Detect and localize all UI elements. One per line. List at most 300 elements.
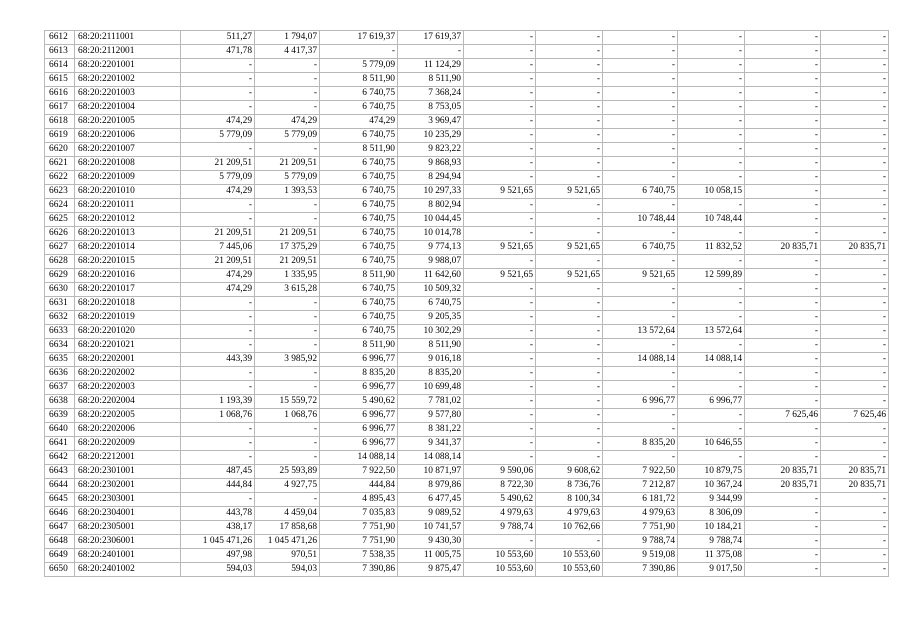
value-3-cell: 8 835,20 xyxy=(320,367,398,381)
value-1-cell: 5 779,09 xyxy=(181,129,255,143)
value-6-cell: - xyxy=(536,73,603,87)
value-2-cell: - xyxy=(255,493,320,507)
value-2-cell: 21 209,51 xyxy=(255,255,320,269)
cadastral-code-cell: 68:20:2202004 xyxy=(75,395,181,409)
value-3-cell: 8 511,90 xyxy=(320,339,398,353)
value-8-cell: - xyxy=(678,297,745,311)
value-7-cell: 7 922,50 xyxy=(603,465,678,479)
value-8-cell: - xyxy=(678,311,745,325)
value-5-cell: - xyxy=(464,283,536,297)
value-1-cell: - xyxy=(181,59,255,73)
value-10-cell: - xyxy=(821,493,889,507)
value-6-cell: - xyxy=(536,297,603,311)
table-row xyxy=(45,115,889,129)
table-row xyxy=(45,325,889,339)
cadastral-code-cell: 68:20:2201001 xyxy=(75,59,181,73)
cadastral-code-cell: 68:20:2201003 xyxy=(75,87,181,101)
value-7-cell: 6 996,77 xyxy=(603,395,678,409)
value-6-cell: - xyxy=(536,325,603,339)
value-9-cell: - xyxy=(745,73,821,87)
value-2-cell: 21 209,51 xyxy=(255,157,320,171)
value-10-cell: - xyxy=(821,31,889,45)
value-7-cell: - xyxy=(603,101,678,115)
value-1-cell: - xyxy=(181,451,255,465)
value-2-cell: - xyxy=(255,59,320,73)
table-row xyxy=(45,521,889,535)
value-1-cell: 474,29 xyxy=(181,115,255,129)
value-8-cell: - xyxy=(678,199,745,213)
value-7-cell: 7 212,87 xyxy=(603,479,678,493)
cadastral-code-cell: 68:20:2201020 xyxy=(75,325,181,339)
value-5-cell: - xyxy=(464,59,536,73)
value-3-cell: 5 779,09 xyxy=(320,59,398,73)
value-4-cell: 14 088,14 xyxy=(398,451,464,465)
cadastral-code-cell: 68:20:2202001 xyxy=(75,353,181,367)
value-1-cell: - xyxy=(181,199,255,213)
value-5-cell: - xyxy=(464,339,536,353)
row-index-cell: 6623 xyxy=(45,185,75,199)
value-1-cell: 471,78 xyxy=(181,45,255,59)
cost-table xyxy=(44,30,889,577)
value-4-cell: 10 044,45 xyxy=(398,213,464,227)
table-row xyxy=(45,101,889,115)
value-1-cell: 438,17 xyxy=(181,521,255,535)
row-index-cell: 6616 xyxy=(45,87,75,101)
value-5-cell: 9 521,65 xyxy=(464,269,536,283)
value-7-cell: 13 572,64 xyxy=(603,325,678,339)
value-8-cell: - xyxy=(678,171,745,185)
value-8-cell: - xyxy=(678,129,745,143)
row-index-cell: 6613 xyxy=(45,45,75,59)
value-1-cell: 21 209,51 xyxy=(181,255,255,269)
value-6-cell: - xyxy=(536,339,603,353)
row-index-cell: 6629 xyxy=(45,269,75,283)
value-4-cell: 9 205,35 xyxy=(398,311,464,325)
value-8-cell: 8 306,09 xyxy=(678,507,745,521)
row-index-cell: 6625 xyxy=(45,213,75,227)
value-9-cell: - xyxy=(745,227,821,241)
value-8-cell: 14 088,14 xyxy=(678,353,745,367)
value-7-cell: - xyxy=(603,339,678,353)
cadastral-code-cell: 68:20:2112001 xyxy=(75,45,181,59)
table-row xyxy=(45,227,889,241)
value-8-cell: - xyxy=(678,31,745,45)
value-9-cell: - xyxy=(745,381,821,395)
value-4-cell: 8 979,86 xyxy=(398,479,464,493)
value-3-cell: 6 996,77 xyxy=(320,353,398,367)
value-4-cell: 10 741,57 xyxy=(398,521,464,535)
value-1-cell: 443,39 xyxy=(181,353,255,367)
value-2-cell: - xyxy=(255,199,320,213)
cadastral-code-cell: 68:20:2202009 xyxy=(75,437,181,451)
value-9-cell: - xyxy=(745,87,821,101)
table-row xyxy=(45,143,889,157)
value-5-cell: 4 979,63 xyxy=(464,507,536,521)
value-6-cell: - xyxy=(536,101,603,115)
value-2-cell: 3 615,28 xyxy=(255,283,320,297)
value-9-cell: - xyxy=(745,549,821,563)
value-7-cell: 9 519,08 xyxy=(603,549,678,563)
row-index-cell: 6620 xyxy=(45,143,75,157)
table-row xyxy=(45,45,889,59)
value-4-cell: 3 969,47 xyxy=(398,115,464,129)
row-index-cell: 6622 xyxy=(45,171,75,185)
row-index-cell: 6650 xyxy=(45,563,75,577)
value-10-cell: - xyxy=(821,213,889,227)
value-3-cell: 4 895,43 xyxy=(320,493,398,507)
value-10-cell: - xyxy=(821,283,889,297)
value-6-cell: - xyxy=(536,423,603,437)
value-7-cell: - xyxy=(603,143,678,157)
value-9-cell: - xyxy=(745,185,821,199)
cadastral-code-cell: 68:20:2201011 xyxy=(75,199,181,213)
cadastral-code-cell: 68:20:2201015 xyxy=(75,255,181,269)
cadastral-code-cell: 68:20:2201016 xyxy=(75,269,181,283)
value-1-cell: 5 779,09 xyxy=(181,171,255,185)
value-3-cell: 17 619,37 xyxy=(320,31,398,45)
value-2-cell: 474,29 xyxy=(255,115,320,129)
cadastral-code-cell: 68:20:2302001 xyxy=(75,479,181,493)
cadastral-code-cell: 68:20:2401002 xyxy=(75,563,181,577)
value-2-cell: - xyxy=(255,73,320,87)
value-6-cell: 9 608,62 xyxy=(536,465,603,479)
value-10-cell: 20 835,71 xyxy=(821,241,889,255)
value-9-cell: - xyxy=(745,297,821,311)
value-10-cell: - xyxy=(821,171,889,185)
value-10-cell: - xyxy=(821,59,889,73)
value-8-cell: 11 832,52 xyxy=(678,241,745,255)
value-4-cell: 9 016,18 xyxy=(398,353,464,367)
value-6-cell: 10 553,60 xyxy=(536,549,603,563)
value-6-cell: - xyxy=(536,31,603,45)
value-5-cell: - xyxy=(464,129,536,143)
cadastral-code-cell: 68:20:2201014 xyxy=(75,241,181,255)
value-10-cell: - xyxy=(821,367,889,381)
value-4-cell: 8 511,90 xyxy=(398,339,464,353)
value-3-cell: 7 751,90 xyxy=(320,535,398,549)
value-8-cell: - xyxy=(678,143,745,157)
value-5-cell: - xyxy=(464,45,536,59)
value-1-cell: - xyxy=(181,73,255,87)
value-7-cell: - xyxy=(603,87,678,101)
value-5-cell: - xyxy=(464,255,536,269)
value-8-cell: 6 996,77 xyxy=(678,395,745,409)
row-index-cell: 6617 xyxy=(45,101,75,115)
cadastral-code-cell: 68:20:2301001 xyxy=(75,465,181,479)
row-index-cell: 6614 xyxy=(45,59,75,73)
value-7-cell: - xyxy=(603,297,678,311)
value-9-cell: - xyxy=(745,367,821,381)
value-9-cell: - xyxy=(745,171,821,185)
value-2-cell: 1 393,53 xyxy=(255,185,320,199)
table-row xyxy=(45,87,889,101)
value-7-cell: - xyxy=(603,451,678,465)
value-6-cell: - xyxy=(536,199,603,213)
value-4-cell: 11 642,60 xyxy=(398,269,464,283)
value-2-cell: - xyxy=(255,325,320,339)
value-1-cell: - xyxy=(181,423,255,437)
row-index-cell: 6636 xyxy=(45,367,75,381)
value-10-cell: - xyxy=(821,451,889,465)
cadastral-code-cell: 68:20:2212001 xyxy=(75,451,181,465)
value-2-cell: - xyxy=(255,213,320,227)
value-1-cell: - xyxy=(181,87,255,101)
value-2-cell: - xyxy=(255,311,320,325)
row-index-cell: 6647 xyxy=(45,521,75,535)
value-10-cell: - xyxy=(821,199,889,213)
table-row xyxy=(45,157,889,171)
value-7-cell: 6 181,72 xyxy=(603,493,678,507)
value-10-cell: - xyxy=(821,73,889,87)
value-2-cell: 17 375,29 xyxy=(255,241,320,255)
value-7-cell: 9 521,65 xyxy=(603,269,678,283)
value-9-cell: - xyxy=(745,101,821,115)
value-2-cell: 4 459,04 xyxy=(255,507,320,521)
value-1-cell: 497,98 xyxy=(181,549,255,563)
value-1-cell: - xyxy=(181,493,255,507)
table-row xyxy=(45,297,889,311)
cadastral-code-cell: 68:20:2201009 xyxy=(75,171,181,185)
value-6-cell: - xyxy=(536,381,603,395)
value-6-cell: - xyxy=(536,409,603,423)
value-9-cell: - xyxy=(745,507,821,521)
value-2-cell: 3 985,92 xyxy=(255,353,320,367)
value-10-cell: - xyxy=(821,143,889,157)
value-7-cell: - xyxy=(603,157,678,171)
value-7-cell: 10 748,44 xyxy=(603,213,678,227)
value-8-cell: 10 367,24 xyxy=(678,479,745,493)
value-9-cell: - xyxy=(745,423,821,437)
value-5-cell: 10 553,60 xyxy=(464,549,536,563)
value-2-cell: - xyxy=(255,451,320,465)
value-3-cell: 6 740,75 xyxy=(320,157,398,171)
value-5-cell: 8 722,30 xyxy=(464,479,536,493)
value-5-cell: - xyxy=(464,409,536,423)
value-5-cell: - xyxy=(464,115,536,129)
value-4-cell: 9 341,37 xyxy=(398,437,464,451)
value-3-cell: 7 751,90 xyxy=(320,521,398,535)
value-8-cell: 10 646,55 xyxy=(678,437,745,451)
value-3-cell: 6 740,75 xyxy=(320,255,398,269)
value-10-cell: - xyxy=(821,227,889,241)
value-5-cell: - xyxy=(464,437,536,451)
value-4-cell: 9 823,22 xyxy=(398,143,464,157)
value-6-cell: - xyxy=(536,451,603,465)
value-10-cell: - xyxy=(821,325,889,339)
value-9-cell: - xyxy=(745,437,821,451)
value-9-cell: 20 835,71 xyxy=(745,241,821,255)
value-2-cell: - xyxy=(255,297,320,311)
value-3-cell: 7 390,86 xyxy=(320,563,398,577)
row-index-cell: 6631 xyxy=(45,297,75,311)
value-3-cell: 6 996,77 xyxy=(320,423,398,437)
value-8-cell: - xyxy=(678,409,745,423)
value-1-cell: - xyxy=(181,437,255,451)
table-row xyxy=(45,283,889,297)
cadastral-code-cell: 68:20:2202002 xyxy=(75,367,181,381)
value-10-cell: 20 835,71 xyxy=(821,465,889,479)
table-row xyxy=(45,269,889,283)
value-6-cell: - xyxy=(536,171,603,185)
table-row xyxy=(45,353,889,367)
value-3-cell: 6 740,75 xyxy=(320,87,398,101)
value-2-cell: 1 794,07 xyxy=(255,31,320,45)
value-4-cell: 8 381,22 xyxy=(398,423,464,437)
value-9-cell: - xyxy=(745,143,821,157)
value-9-cell: - xyxy=(745,59,821,73)
value-3-cell: 8 511,90 xyxy=(320,143,398,157)
value-7-cell: 7 751,90 xyxy=(603,521,678,535)
value-1-cell: 474,29 xyxy=(181,283,255,297)
value-4-cell: 10 509,32 xyxy=(398,283,464,297)
value-2-cell: - xyxy=(255,101,320,115)
cadastral-code-cell: 68:20:2202003 xyxy=(75,381,181,395)
value-6-cell: 8 100,34 xyxy=(536,493,603,507)
cadastral-code-cell: 68:20:2201007 xyxy=(75,143,181,157)
cadastral-code-cell: 68:20:2201008 xyxy=(75,157,181,171)
value-5-cell: - xyxy=(464,297,536,311)
value-8-cell: 10 748,44 xyxy=(678,213,745,227)
value-9-cell: - xyxy=(745,157,821,171)
value-2-cell: 15 559,72 xyxy=(255,395,320,409)
cadastral-code-cell: 68:20:2202005 xyxy=(75,409,181,423)
value-3-cell: 6 740,75 xyxy=(320,101,398,115)
table-row xyxy=(45,73,889,87)
table-row xyxy=(45,199,889,213)
value-2-cell: 4 927,75 xyxy=(255,479,320,493)
row-index-cell: 6633 xyxy=(45,325,75,339)
cadastral-code-cell: 68:20:2201005 xyxy=(75,115,181,129)
value-1-cell: - xyxy=(181,213,255,227)
cadastral-code-cell: 68:20:2201019 xyxy=(75,311,181,325)
value-7-cell: 6 740,75 xyxy=(603,185,678,199)
value-5-cell: - xyxy=(464,73,536,87)
value-8-cell: - xyxy=(678,87,745,101)
value-1-cell: - xyxy=(181,101,255,115)
cadastral-code-cell: 68:20:2201021 xyxy=(75,339,181,353)
value-10-cell: - xyxy=(821,507,889,521)
cadastral-code-cell: 68:20:2202006 xyxy=(75,423,181,437)
row-index-cell: 6632 xyxy=(45,311,75,325)
value-6-cell: - xyxy=(536,115,603,129)
row-index-cell: 6642 xyxy=(45,451,75,465)
value-10-cell: - xyxy=(821,297,889,311)
value-9-cell: - xyxy=(745,115,821,129)
value-1-cell: - xyxy=(181,297,255,311)
value-4-cell: 9 868,93 xyxy=(398,157,464,171)
value-1-cell: - xyxy=(181,311,255,325)
table-row xyxy=(45,507,889,521)
value-10-cell: - xyxy=(821,339,889,353)
value-9-cell: - xyxy=(745,255,821,269)
value-10-cell: - xyxy=(821,437,889,451)
value-9-cell: - xyxy=(745,311,821,325)
table-row xyxy=(45,563,889,577)
value-2-cell: 4 417,37 xyxy=(255,45,320,59)
table-row xyxy=(45,549,889,563)
row-index-cell: 6626 xyxy=(45,227,75,241)
cadastral-code-cell: 68:20:2201002 xyxy=(75,73,181,87)
value-1-cell: 21 209,51 xyxy=(181,227,255,241)
row-index-cell: 6628 xyxy=(45,255,75,269)
value-5-cell: - xyxy=(464,451,536,465)
value-9-cell: - xyxy=(745,213,821,227)
table-row xyxy=(45,171,889,185)
value-4-cell: 8 294,94 xyxy=(398,171,464,185)
value-5-cell: 9 521,65 xyxy=(464,241,536,255)
value-4-cell: 9 577,80 xyxy=(398,409,464,423)
value-7-cell: - xyxy=(603,31,678,45)
value-10-cell: - xyxy=(821,101,889,115)
value-7-cell: - xyxy=(603,283,678,297)
value-10-cell: 20 835,71 xyxy=(821,479,889,493)
value-1-cell: - xyxy=(181,143,255,157)
cadastral-code-cell: 68:20:2201010 xyxy=(75,185,181,199)
value-1-cell: 444,84 xyxy=(181,479,255,493)
row-index-cell: 6638 xyxy=(45,395,75,409)
value-1-cell: 1 045 471,26 xyxy=(181,535,255,549)
row-index-cell: 6643 xyxy=(45,465,75,479)
value-2-cell: - xyxy=(255,367,320,381)
row-index-cell: 6635 xyxy=(45,353,75,367)
value-8-cell: 11 375,08 xyxy=(678,549,745,563)
value-6-cell: 10 762,66 xyxy=(536,521,603,535)
value-1-cell: 511,27 xyxy=(181,31,255,45)
value-10-cell: - xyxy=(821,535,889,549)
value-10-cell: - xyxy=(821,269,889,283)
value-10-cell: - xyxy=(821,129,889,143)
value-10-cell: - xyxy=(821,45,889,59)
value-2-cell: - xyxy=(255,339,320,353)
value-5-cell: - xyxy=(464,353,536,367)
row-index-cell: 6641 xyxy=(45,437,75,451)
value-6-cell: 8 736,76 xyxy=(536,479,603,493)
value-8-cell: - xyxy=(678,283,745,297)
value-3-cell: 6 740,75 xyxy=(320,241,398,255)
cadastral-code-cell: 68:20:2201012 xyxy=(75,213,181,227)
table-row xyxy=(45,395,889,409)
value-8-cell: 10 184,21 xyxy=(678,521,745,535)
value-7-cell: - xyxy=(603,73,678,87)
value-3-cell: 14 088,14 xyxy=(320,451,398,465)
value-10-cell: - xyxy=(821,549,889,563)
row-index-cell: 6644 xyxy=(45,479,75,493)
value-7-cell: - xyxy=(603,381,678,395)
cadastral-code-cell: 68:20:2303001 xyxy=(75,493,181,507)
value-9-cell: - xyxy=(745,45,821,59)
value-5-cell: - xyxy=(464,87,536,101)
value-9-cell: - xyxy=(745,199,821,213)
value-8-cell: - xyxy=(678,157,745,171)
value-3-cell: 6 996,77 xyxy=(320,381,398,395)
value-4-cell: 8 753,05 xyxy=(398,101,464,115)
table-row xyxy=(45,31,889,45)
value-1-cell: 474,29 xyxy=(181,185,255,199)
value-1-cell: 443,78 xyxy=(181,507,255,521)
value-10-cell: - xyxy=(821,255,889,269)
value-3-cell: - xyxy=(320,45,398,59)
value-6-cell: 10 553,60 xyxy=(536,563,603,577)
value-7-cell: 6 740,75 xyxy=(603,241,678,255)
value-5-cell: - xyxy=(464,101,536,115)
value-6-cell: - xyxy=(536,353,603,367)
value-2-cell: 1 045 471,26 xyxy=(255,535,320,549)
value-6-cell: 9 521,65 xyxy=(536,269,603,283)
table-row xyxy=(45,479,889,493)
value-3-cell: 444,84 xyxy=(320,479,398,493)
value-4-cell: 10 302,29 xyxy=(398,325,464,339)
value-3-cell: 6 740,75 xyxy=(320,227,398,241)
